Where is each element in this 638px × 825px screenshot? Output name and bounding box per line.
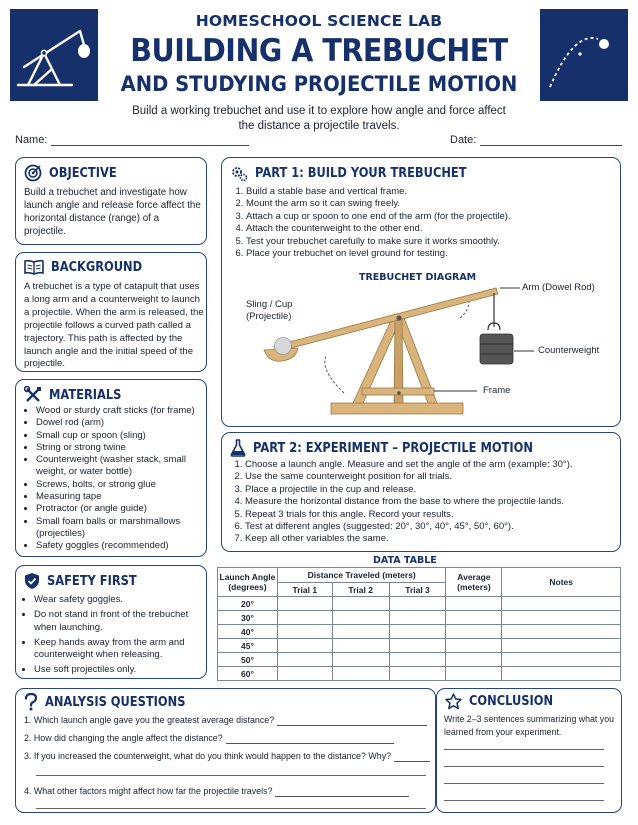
background-box [15,252,207,372]
trajectory-arc [325,356,344,393]
header-right-badge [540,9,628,101]
trial2-cell[interactable] [332,597,389,611]
material-item: • Dowel rod (arm) [36,417,204,429]
analysis-box [15,688,436,813]
col-distance-header: Distance Traveled (meters) [277,568,446,583]
part1-step: 4. Attach the counterweight to the other end. [246,223,614,235]
col-average-header: Average (meters) [446,568,502,597]
trial1-cell[interactable] [277,653,332,667]
table-row [218,667,621,681]
safety-item: • Keep hands away from the arm and counterweight when releasing. [34,637,204,662]
date-field[interactable] [450,134,622,146]
answer-line[interactable] [394,751,430,762]
header-left-badge [10,9,98,101]
answer-line[interactable] [275,786,409,797]
part1-heading: PART 1: BUILD YOUR TREBUCHET [230,164,495,182]
part1-step: 2. Mount the arm so it can swing freely. [246,198,614,210]
part1-step: 5. Test your trebuchet carefully to make sure it works smoothly. [246,236,614,248]
notes-cell[interactable] [502,667,621,681]
part1-step: 3. Attach a cup or spoon to one end of the arm (for the projectile). [246,211,614,223]
angle-cell: 45° [218,639,278,653]
frame-base [331,403,463,414]
trial3-cell[interactable] [389,653,446,667]
label-arm: Arm (Dowel Rod) [522,282,595,293]
name-blank[interactable] [51,134,249,146]
notes-cell[interactable] [502,653,621,667]
notes-cell[interactable] [502,625,621,639]
part1-step: 1. Build a stable base and vertical frame. [246,186,614,198]
material-item: • Safety goggles (recommended) [36,540,204,552]
part2-step: 4. Measure the horizontal distance from the base to where the projectile lands. [245,496,618,508]
table-row [218,611,621,625]
conclusion-heading: CONCLUSION [445,693,565,710]
conclusion-box [436,688,622,813]
data-table-title: DATA TABLE [373,555,437,566]
materials-heading: MATERIALS [24,386,131,404]
diagram-title: TREBUCHET DIAGRAM [359,272,477,283]
trial3-cell[interactable] [389,611,446,625]
trajectory-icon [540,9,628,101]
part2-step: 3. Place a projectile in the cup and release. [245,484,618,496]
trebuchet-icon [10,9,98,101]
average-cell[interactable] [446,639,502,653]
safety-item: • Do not stand in front of the trebuchet when launching. [34,609,204,634]
objective-heading: OBJECTIVE [24,164,126,182]
safety-box [15,565,207,679]
safety-item: • Wear safety goggles. [34,594,204,606]
background-heading: BACKGROUND [24,259,155,275]
col-trial1-header: Trial 1 [277,583,332,597]
answer-line[interactable] [277,715,427,726]
conclusion-line[interactable] [444,783,604,784]
part2-step: 5. Repeat 3 trials for this angle. Record your results. [245,509,618,521]
table-row [218,653,621,667]
trial2-cell[interactable] [332,611,389,625]
pivot [396,315,401,320]
notes-cell[interactable] [502,611,621,625]
question-icon [24,693,38,711]
trial3-cell[interactable] [389,667,446,681]
data-table [217,567,621,681]
material-item: • Protractor (or angle guide) [36,503,204,515]
supertitle: HOMESCHOOL SCIENCE LAB [195,12,443,30]
trial2-cell[interactable] [332,653,389,667]
analysis-heading: ANALYSIS QUESTIONS [24,693,205,711]
conclusion-prompt: Write 2–3 sentences summarizing what you learned from your experiment. [444,714,614,737]
trial1-cell[interactable] [277,667,332,681]
flask-icon [230,439,246,457]
average-cell[interactable] [446,667,502,681]
safety-list [22,594,204,680]
angle-cell: 50° [218,653,278,667]
trial1-cell[interactable] [277,639,332,653]
material-item: • Wood or sturdy craft sticks (for frame) [36,405,204,417]
average-cell[interactable] [446,625,502,639]
answer-line[interactable] [36,775,426,776]
page-title-line2: AND STUDYING PROJECTILE MOTION [120,72,518,96]
part2-heading: PART 2: EXPERIMENT – PROJECTILE MOTION [230,439,571,457]
notes-cell[interactable] [502,639,621,653]
notes-cell[interactable] [502,597,621,611]
part2-step: 1. Choose a launch angle. Measure and set the angle of the arm (example: 30°). [245,459,618,471]
page-title: BUILDING A TREBUCHET [130,33,508,69]
table-row [218,597,621,611]
trial1-cell[interactable] [277,611,332,625]
question-3: 3. If you increased the counterweight, what do you think would happen to the distance? Why? [24,750,430,762]
col-notes-header: Notes [502,568,621,597]
conclusion-line[interactable] [444,749,604,750]
average-cell[interactable] [446,611,502,625]
subtitle-line1: Build a working trebuchet and use it to explore how angle and force affect [132,105,506,117]
col-trial2-header: Trial 2 [332,583,389,597]
material-item: • Measuring tape [36,491,204,503]
angle-cell: 20° [218,597,278,611]
part2-step: 2. Use the same counterweight position for all trials. [245,471,618,483]
material-item: • String or strong twine [36,442,204,454]
target-icon [24,164,42,182]
projectile [275,338,292,355]
question-4: 4. What other factors might affect how far the projectile travels? [24,785,409,797]
answer-line[interactable] [226,733,394,744]
material-item: • Small cup or spoon (sling) [36,430,204,442]
trial3-cell[interactable] [389,597,446,611]
part2-step: 7. Keep all other variables the same. [245,533,618,545]
material-item: • Counterweight (washer stack, small weight, or water bottle) [36,454,204,479]
safety-item: • Use soft projectiles only. [34,664,204,676]
table-row [218,625,621,639]
shield-check-icon [24,572,40,590]
angle-cell: 60° [218,667,278,681]
part2-box [221,432,621,552]
part1-box [221,157,621,427]
name-field[interactable] [15,134,249,146]
average-cell[interactable] [446,653,502,667]
angle-cell: 30° [218,611,278,625]
materials-list [24,405,204,553]
conclusion-line[interactable] [444,766,604,767]
background-text: A trebuchet is a type of catapult that uses a long arm and a counterweight to launch a projectile. When the arm is released, the projectile follows a curved path called a trajectory. This path is affected by the launch angle and the initial speed of the projectile. [24,281,204,370]
material-item: • Screws, bolts, or strong glue [36,479,204,491]
safety-heading: SAFETY FIRST [24,572,149,590]
date-blank[interactable] [480,134,622,146]
angle-cell: 40° [218,625,278,639]
trial2-cell[interactable] [332,625,389,639]
col-trial3-header: Trial 3 [389,583,446,597]
tools-icon [24,386,42,404]
trial2-cell[interactable] [332,667,389,681]
conclusion-line[interactable] [444,800,604,801]
part2-steps [228,459,618,546]
materials-box [15,379,207,557]
trial2-cell[interactable] [332,639,389,653]
star-icon [445,693,462,710]
trial3-cell[interactable] [389,639,446,653]
trial1-cell[interactable] [277,625,332,639]
trial1-cell[interactable] [277,597,332,611]
part2-step: 6. Test at different angles (suggested: 20°, 30°, 40°, 45°, 50°, 60°). [245,521,618,533]
label-sling: Sling / Cup (Projectile) [246,299,293,322]
book-icon [24,259,44,275]
trial3-cell[interactable] [389,625,446,639]
question-1: 1. Which launch angle gave you the greatest average distance? [24,714,427,726]
subtitle-line2: the distance a projectile travels. [238,120,400,132]
table-row [218,639,621,653]
label-frame: Frame [483,385,511,396]
name-label: Name: [15,134,48,146]
answer-line[interactable] [36,808,426,809]
material-item: • Small foam balls or marshmallows (projectiles) [36,516,204,541]
objective-box [15,157,207,245]
date-label: Date: [450,134,477,146]
average-cell[interactable] [446,597,502,611]
part1-step: 6. Place your trebuchet on level ground for testing. [246,248,614,260]
counterweight [480,334,513,364]
col-angle-header: Launch Angle (degrees) [218,568,278,597]
page-subtitle [100,104,538,134]
objective-text: Build a trebuchet and investigate how launch angle and release force affect the horizontal distance (range) of a projectile. [24,187,201,237]
label-counterweight: Counterweight [538,345,600,356]
question-2: 2. How did changing the angle affect the distance? [24,732,394,744]
